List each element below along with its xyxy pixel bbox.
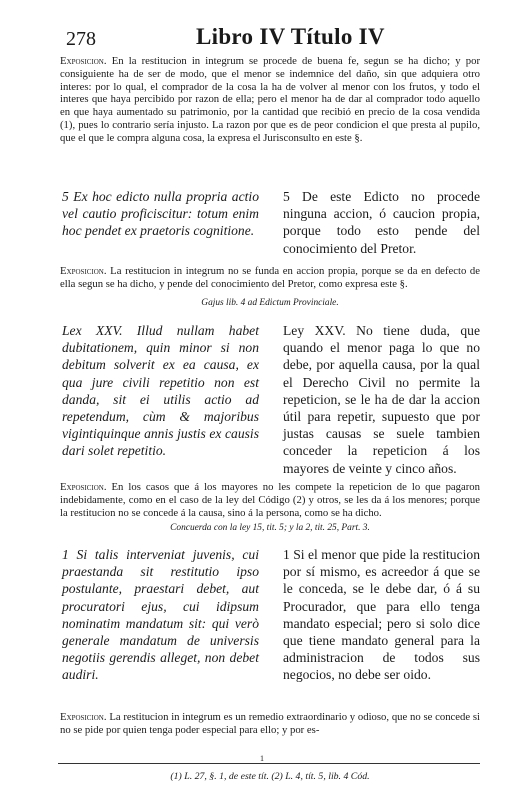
footnotes: (1) L. 27, §. 1, de este tít. (2) L. 4, tít. 5, lib. 4 Cód. bbox=[170, 771, 370, 782]
footnote-mark: 1 bbox=[260, 754, 264, 763]
lex-25 bbox=[62, 322, 480, 477]
running-header bbox=[66, 22, 492, 52]
section-5 bbox=[62, 188, 480, 257]
running-title: Libro IV Título IV bbox=[196, 24, 385, 49]
section-5-spanish: 5 De este Edicto no procede ninguna accion, ó caucion propia, porque todo esto pende del conocimiento del Pretor. bbox=[283, 189, 480, 256]
section-5-latin: 5 Ex hoc edicto nulla propria actio vel cautio proficiscitur: totum enim hoc pendet ex praetoris cognitione. bbox=[62, 189, 259, 239]
section-1-spanish: 1 Si el menor que pide la restitucion por sí mismo, es acreedor á que se le conceda, se le debe dar, ó á su Procurador, que para ello tenga mandato especial; pero si solo dice que tiene mandato general para la administracion de todos sus negocios, no debe ser oido. bbox=[283, 547, 480, 683]
exposicion-label: Exposicion. bbox=[60, 480, 107, 493]
exposicion-text-4: La restitucion in integrum es un remedio extraordinario y odioso, que no se concede si no se pide por quien tenga poder especial para ello; y por es- bbox=[60, 710, 481, 736]
exposicion-text-3: En los casos que á los mayores no les compete la repeticion de lo que pagaron indebidamente, como en el caso de la ley del Código (2) y otros, se les da á los menores; porque la restitucion no se concede á la causa, sino á la persona, como se ha dicho. bbox=[60, 480, 480, 519]
exposicion-paragraph-1 bbox=[60, 55, 480, 145]
exposicion-label: Exposicion. bbox=[60, 54, 107, 67]
exposicion-label: Exposicion. bbox=[60, 710, 107, 723]
exposicion-label: Exposicion. bbox=[60, 264, 107, 277]
exposicion-paragraph-3 bbox=[60, 481, 480, 520]
footnote-rule bbox=[58, 763, 480, 764]
lex-25-latin: Lex XXV. Illud nullam habet dubitationem, quin minor si non debitum solverit ex ea causa, ex qua jure civili repetitio non est danda, sit ei utilis actio ad repetendum, cùm & majoribus vigintiquinque annis justis ex causis dari solet repetitio. bbox=[62, 323, 259, 459]
citation-concuerda: Concuerda con la ley 15, tit. 5; y la 2, tit. 25, Part. 3. bbox=[170, 523, 370, 533]
exposicion-text-2: La restitucion in integrum no se funda en accion propia, porque se da en defecto de ella segun se ha dicho, y pende del conocimiento del Pretor, como expresa este §. bbox=[60, 264, 480, 290]
section-1-latin: 1 Si talis interveniat juvenis, cui praestanda sit restitutio ipso postulante, praestari debet, aut procuratori ejus, cui idipsum nominatim mandatum sit: qui verò generale mandatum de universis negotiis gerendis alleget, non debet audiri. bbox=[62, 547, 259, 683]
page-number: 278 bbox=[66, 28, 96, 50]
lex-25-spanish: Ley XXV. No tiene duda, que quando el menor paga lo que no debe, por aquella causa, por la qual el Derecho Civil no permite la repeticion, se le ha de dar la accion útil para repetir, supuesto que por justas causas se suele tambien conceder la repeticion á los mayores de veinte y cinco años. bbox=[283, 323, 480, 476]
citation-gajus: Gajus lib. 4 ad Edictum Provinciale. bbox=[201, 298, 339, 308]
section-1 bbox=[62, 546, 480, 684]
exposicion-text-1: En la restitucion in integrum se procede de buena fe, segun se ha dicho; y por consiguiente ha de ser de modo, que el menor se indemnice del daño, sin que adquiera otro interes: por lo qual, el comprador de la cosa la ha de volver al menor con los frutos, y todo el interes que haya percibido por razon de ella; pero el menor ha de dar al comprador todo aquello en que haya aumentado su patrimonio, por la cantidad que recibió en precio de la cosa vendida (1), pues lo contrario sería injusto. La razon por que es de peor condicion el que presta al pupilo, que el que le compra alguna cosa, la expresa el Jurisconsulto en este §. bbox=[60, 54, 481, 145]
exposicion-paragraph-2 bbox=[60, 265, 480, 291]
exposicion-paragraph-4 bbox=[60, 711, 480, 737]
